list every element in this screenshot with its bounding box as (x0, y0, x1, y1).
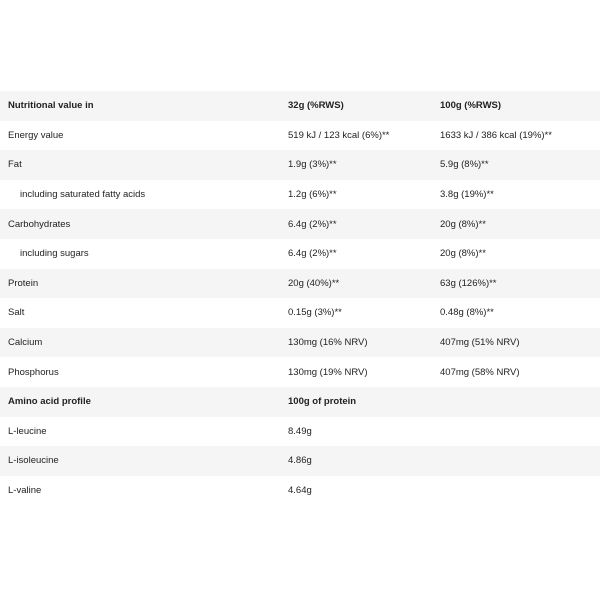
row-value-32g: 20g (40%)** (288, 277, 340, 289)
table-row (0, 446, 600, 476)
row-value: 4.64g (288, 485, 312, 497)
nutrition-header-row (0, 91, 600, 121)
row-value: 8.49g (288, 425, 312, 437)
row-label: L-isoleucine (8, 455, 59, 467)
row-label: L-valine (8, 485, 42, 497)
row-value-100g: 20g (8%)** (440, 248, 486, 260)
row-label: Salt (8, 307, 25, 319)
row-value-32g: 6.4g (2%)** (288, 218, 337, 230)
table-row (0, 150, 600, 180)
table-row (0, 328, 600, 358)
row-value-32g: 6.4g (2%)** (288, 248, 337, 260)
row-label: Phosphorus (8, 366, 59, 378)
row-value-32g: 1.2g (6%)** (288, 189, 337, 201)
row-label: Fat (8, 159, 22, 171)
row-value-100g: 1633 kJ / 386 kcal (19%)** (440, 129, 552, 141)
row-value-100g: 63g (126%)** (440, 277, 497, 289)
row-label: Protein (8, 277, 39, 289)
row-value-100g: 20g (8%)** (440, 218, 486, 230)
header-32g: 32g (%RWS) (288, 100, 344, 112)
row-value-100g: 0.48g (8%)** (440, 307, 494, 319)
row-value-32g: 1.9g (3%)** (288, 159, 337, 171)
row-label: Carbohydrates (8, 218, 71, 230)
row-label: including saturated fatty acids (20, 189, 146, 201)
table-row (0, 209, 600, 239)
header-100g: 100g (%RWS) (440, 100, 502, 112)
header-nutritional-value: Nutritional value in (8, 100, 94, 112)
row-value-32g: 130mg (16% NRV) (288, 337, 368, 349)
table-row (0, 298, 600, 328)
table-row (0, 476, 600, 506)
header-100g-protein: 100g of protein (288, 396, 357, 408)
table-row (0, 239, 600, 269)
row-value-32g: 130mg (19% NRV) (288, 366, 368, 378)
row-value-100g: 3.8g (19%)** (440, 189, 494, 201)
row-value-32g: 0.15g (3%)** (288, 307, 342, 319)
row-value-100g: 407mg (58% NRV) (440, 366, 520, 378)
nutrition-table (0, 91, 600, 505)
table-row (0, 417, 600, 447)
row-value: 4.86g (288, 455, 312, 467)
table-row (0, 180, 600, 210)
table-row (0, 357, 600, 387)
row-label: Calcium (8, 337, 43, 349)
row-value-100g: 407mg (51% NRV) (440, 337, 520, 349)
amino-header-row (0, 387, 600, 417)
row-value-32g: 519 kJ / 123 kcal (6%)** (288, 129, 390, 141)
row-label: including sugars (20, 248, 89, 260)
row-value-100g: 5.9g (8%)** (440, 159, 489, 171)
row-label: L-leucine (8, 425, 47, 437)
table-row (0, 269, 600, 299)
header-amino-acid-profile: Amino acid profile (8, 396, 91, 408)
row-label: Energy value (8, 129, 64, 141)
table-row (0, 121, 600, 151)
